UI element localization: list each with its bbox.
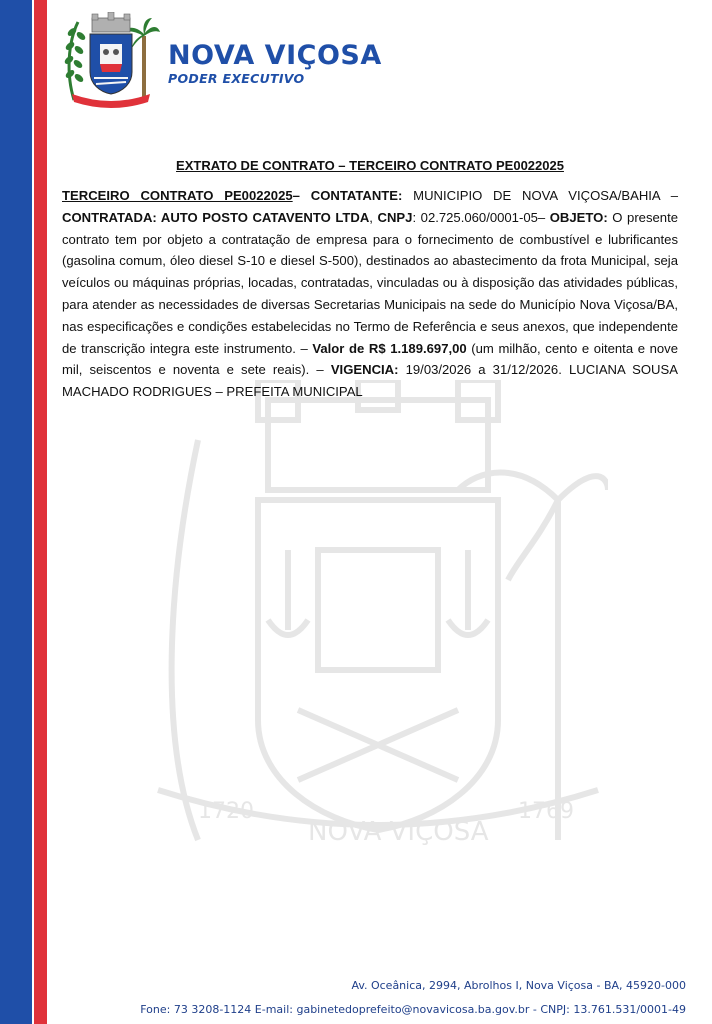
comma-separator: , (369, 209, 378, 225)
objeto-label: OBJETO: (549, 209, 608, 225)
contratada-label: CONTRATADA: AUTO POSTO CATAVENTO LTDA (62, 209, 370, 225)
watermark-year-left: 1720 (198, 799, 254, 824)
valor-label: Valor de R$ 1.189.697,00 (312, 340, 467, 356)
footer-address: Av. Oceânica, 2994, Abrolhos I, Nova Viçosa - BA, 45920-000 (351, 979, 686, 992)
brand-title: NOVA VIÇOSA (168, 40, 382, 71)
contratante-value: MUNICIPIO DE NOVA VIÇOSA/BAHIA – (402, 188, 678, 203)
cnpj-value: : 02.725.060/0001-05– (412, 209, 550, 225)
watermark-year-right: 1769 (518, 799, 574, 824)
vigencia-label: VIGENCIA: (330, 362, 399, 378)
footer-contact: Fone: 73 3208-1124 E-mail: gabinetedoprefeito@novavicosa.ba.gov.br - CNPJ: 13.761.531/0001-49 (140, 1003, 686, 1016)
contratante-label: CONTATANTE: (310, 188, 403, 203)
valor-text: (um milhão, cento e oitenta e nove mil, seiscentos e noventa e sete reais). – (62, 340, 678, 378)
document-body (62, 185, 678, 403)
cnpj-label: CNPJ (377, 209, 413, 225)
crest-watermark (138, 380, 608, 860)
vigencia-text: 19/03/2026 a 31/12/2026. LUCIANA SOUSA MACHADO RODRIGUES – PREFEITA MUNICIPAL (62, 362, 678, 400)
page-header (62, 12, 382, 112)
dash-separator: – (292, 188, 311, 203)
page-footer (140, 978, 686, 1018)
document-title: EXTRATO DE CONTRATO – TERCEIRO CONTRATO PE0022025 (176, 158, 564, 173)
contract-id: TERCEIRO CONTRATO PE0022025 (62, 188, 293, 203)
document-content (62, 158, 678, 403)
left-blue-stripe (0, 0, 32, 1024)
brand-subtitle: PODER EXECUTIVO (168, 71, 305, 86)
left-red-stripe (34, 0, 47, 1024)
objeto-text: O presente contrato tem por objeto a contratação de empresa para o fornecimento de combustível e lubrificantes (gasolina comum, óleo diesel S-10 e diesel S-500), destinados ao abastecimento da frota Municipal, seja veículos ou máquinas próprias, locadas, contratadas, vinculadas ou à disposição das atividades públicas, para atender as necessidades de diversas Secretarias Municipais na sede do Município Nova Viçosa/BA, nas especificações e condições estabelecidas no Termo de Referência e seus anexos, que independente de transcrição integra este instrumento. – (62, 209, 678, 356)
municipal-crest-logo (62, 12, 160, 108)
watermark-ribbon-text: NOVA VIÇOSA (308, 817, 489, 847)
brand-block (168, 42, 382, 86)
